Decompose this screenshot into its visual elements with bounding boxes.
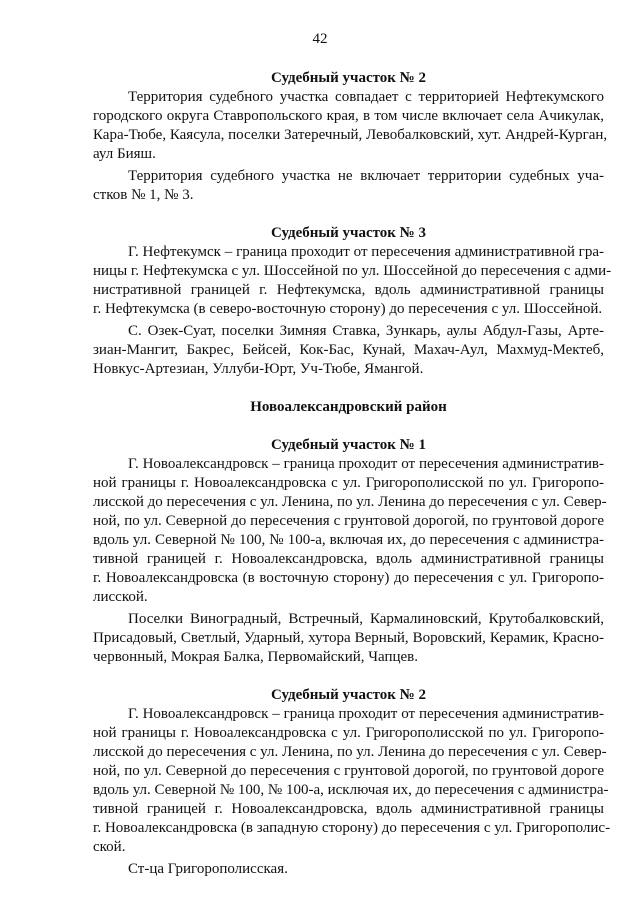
district-heading: Новоалександровский район xyxy=(250,399,447,415)
text-line: С. Озек-Суат, поселки Зимняя Ставка, Зункарь, аулы Абдул-Газы, Арте- xyxy=(128,323,604,339)
paragraph xyxy=(93,610,604,667)
text-line: вдоль ул. Северной № 100, № 100-а, исключая их, до пересечения с администра- xyxy=(93,782,609,798)
text-line: г. Новоалександровска (в восточную сторону) до пересечения с ул. Григоропо- xyxy=(93,570,604,586)
text-line: червонный, Мокрая Балка, Первомайский, Чапцев. xyxy=(93,649,419,665)
text-line: ницы г. Нефтекумска с ул. Шоссейной по ул. Шоссейной до пересечения с адми- xyxy=(93,263,612,279)
text-line: Ст-ца Григорополисская. xyxy=(128,861,288,877)
text-line: аул Бияш. xyxy=(93,146,156,162)
text-line: Г. Новоалександровск – граница проходит от пересечения административ- xyxy=(128,706,604,722)
text-line: лисской до пересечения с ул. Ленина, по ул. Ленина до пересечения с ул. Север- xyxy=(93,494,607,510)
text-line: городского округа Ставропольского края, в том числе включает села Ачикулак, xyxy=(93,108,604,124)
paragraph xyxy=(93,167,604,205)
text-line: нистративной границей г. Нефтекумска, вдоль административной границы xyxy=(93,282,604,298)
text-line: ской. xyxy=(93,839,126,855)
text-line: Территория судебного участка совпадает с территорией Нефтекумского xyxy=(128,89,604,105)
section-heading: Судебный участок № 2 xyxy=(270,70,426,86)
document-body xyxy=(93,69,612,879)
text-line: лисской до пересечения с ул. Ленина, по ул. Ленина до пересечения с ул. Север- xyxy=(93,744,607,760)
text-line: стков № 1, № 3. xyxy=(93,187,194,203)
text-line: Кара-Тюбе, Каясула, поселки Затеречный, Левобалковский, хут. Андрей-Курган, xyxy=(93,127,608,143)
text-line: тивной границей г. Новоалександровска, вдоль административной границы xyxy=(93,801,604,817)
text-line: г. Новоалександровска (в западную сторону) до пересечения с ул. Григорополис- xyxy=(93,820,611,836)
text-line: вдоль ул. Северной № 100, № 100-а, включая их, до пересечения с администра- xyxy=(93,532,604,548)
section-heading: Судебный участок № 3 xyxy=(270,225,426,241)
text-line: Новкус-Артезиан, Уллуби-Юрт, Уч-Тюбе, Ямангой. xyxy=(93,361,424,377)
text-line: тивной границей г. Новоалександровска, вдоль административной границы xyxy=(93,551,604,567)
text-line: Г. Нефтекумск – граница проходит от пересечения административной гра- xyxy=(128,244,604,260)
text-line: ной, по ул. Северной до пересечения с грунтовой дорогой, по грунтовой дороге xyxy=(93,763,604,779)
paragraph xyxy=(93,243,612,319)
text-line: лисской. xyxy=(93,589,148,605)
text-line: Присадовый, Светлый, Ударный, хутора Верный, Воровский, Керамик, Красно- xyxy=(93,630,604,646)
text-line: Поселки Виноградный, Встречный, Кармалиновский, Крутобалковский, xyxy=(128,611,604,627)
paragraph xyxy=(93,705,611,857)
text-line: Г. Новоалександровск – граница проходит от пересечения административ- xyxy=(128,456,604,472)
section-heading: Судебный участок № 2 xyxy=(270,687,426,703)
paragraph xyxy=(93,322,604,379)
paragraph xyxy=(93,860,604,879)
page-number: 42 xyxy=(312,31,328,47)
text-line: ной границы г. Новоалександровска с ул. Григорополисской по ул. Григоропо- xyxy=(93,725,604,741)
text-line: ной, по ул. Северной до пересечения с грунтовой дорогой, по грунтовой дороге xyxy=(93,513,604,529)
paragraph xyxy=(93,88,608,164)
text-line: зиан-Мангит, Бакрес, Бейсей, Кок-Бас, Кунай, Махач-Аул, Махмуд-Мектеб, xyxy=(93,342,604,358)
text-line: ной границы г. Новоалександровска с ул. Григорополисской по ул. Григоропо- xyxy=(93,475,604,491)
section-heading: Судебный участок № 1 xyxy=(270,437,426,453)
text-line: г. Нефтекумска (в северо-восточную сторону) до пересечения с ул. Шоссейной. xyxy=(93,301,603,317)
text-line: Территория судебного участка не включает территории судебных уча- xyxy=(128,168,604,184)
paragraph xyxy=(93,455,607,607)
